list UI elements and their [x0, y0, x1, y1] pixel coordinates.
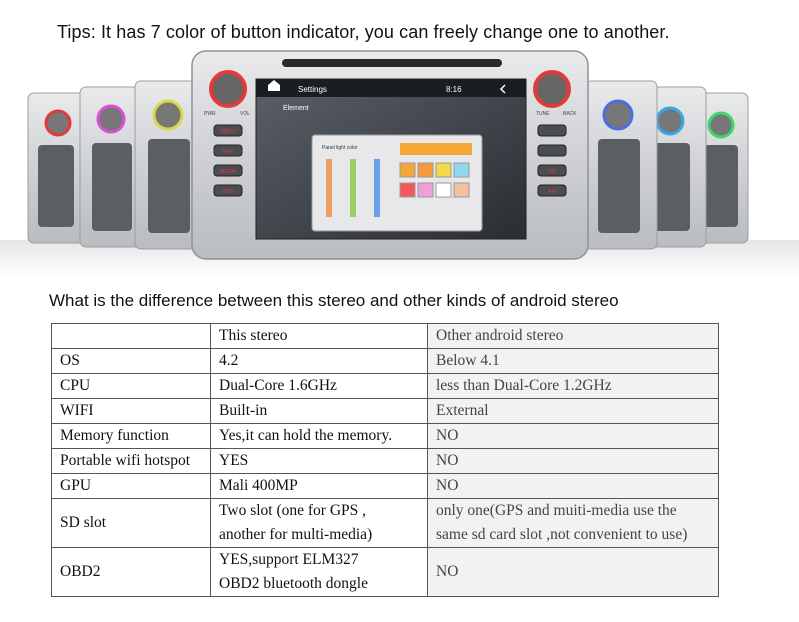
other-stereo-cell — [428, 474, 719, 499]
this-stereo-cell — [211, 349, 428, 374]
main-stereo-unit — [192, 51, 588, 259]
other-stereo-cell — [428, 349, 719, 374]
table-header-row — [52, 324, 719, 349]
color-swatch — [400, 183, 415, 197]
this-stereo-cell-line: 4.2 — [219, 352, 239, 369]
this-stereo-cell-line: Two slot (one for GPS , — [219, 502, 367, 519]
other-stereo-cell-line: same sd card slot ,not convenient to use) — [436, 526, 688, 543]
stereo-button-label: MEDIA — [220, 169, 236, 175]
header-feature — [52, 324, 211, 349]
selected-color — [400, 143, 472, 155]
slider-red — [326, 159, 332, 217]
this-stereo-cell — [211, 474, 428, 499]
screen-title: Settings — [298, 85, 327, 94]
screen-time: 8:16 — [446, 85, 462, 94]
color-swatch — [400, 163, 415, 177]
color-swatch — [454, 183, 469, 197]
stereo-button — [538, 125, 566, 136]
volume-knob — [211, 72, 245, 106]
other-stereo-cell-line: less than Dual-Core 1.2GHz — [436, 377, 612, 394]
stereo-button-label: NAVI — [222, 149, 234, 155]
this-stereo-cell-line: Dual-Core 1.6GHz — [219, 377, 337, 394]
this-stereo-cell-line: Yes,it can hold the memory. — [219, 427, 393, 444]
this-stereo-cell — [211, 548, 428, 597]
this-stereo-cell — [211, 374, 428, 399]
this-stereo-cell — [211, 399, 428, 424]
vol-label: VOL — [240, 111, 251, 117]
tips-text: Tips: It has 7 color of button indicator, you can freely change one to another. — [57, 22, 670, 42]
this-stereo-cell-line: YES — [219, 452, 249, 469]
table-row — [52, 548, 719, 597]
table-row — [52, 424, 719, 449]
header-this-stereo: This stereo — [211, 324, 428, 349]
other-stereo-cell-line: Below 4.1 — [436, 352, 500, 369]
table-row — [52, 449, 719, 474]
other-stereo-cell — [428, 449, 719, 474]
this-stereo-cell — [211, 449, 428, 474]
stereo-product-image — [0, 45, 799, 277]
tune-knob — [535, 72, 569, 106]
color-swatch — [436, 163, 451, 177]
header-other-stereo: Other android stereo — [428, 324, 719, 349]
table-row — [52, 349, 719, 374]
stereo-button-label: FM — [548, 169, 556, 175]
back-label: BACK — [563, 111, 577, 117]
table-row — [52, 499, 719, 548]
feature-cell: OBD2 — [52, 548, 211, 597]
tune-label: TUNE — [536, 111, 550, 117]
this-stereo-cell-line: OBD2 bluetooth dongle — [219, 575, 368, 592]
table-row — [52, 474, 719, 499]
feature-cell: WIFI — [52, 399, 211, 424]
comparison-subtitle: What is the difference between this stereo and other kinds of android stereo — [49, 291, 619, 310]
other-stereo-cell-line: NO — [436, 452, 459, 469]
breadcrumb: Element — [283, 105, 309, 112]
stereo-button — [538, 145, 566, 156]
disc-slot — [282, 59, 502, 67]
this-stereo-cell-line: Mali 400MP — [219, 477, 298, 494]
feature-cell: OS — [52, 349, 211, 374]
color-swatch — [418, 183, 433, 197]
stereo-button-label: AM — [548, 189, 556, 195]
feature-cell: Portable wifi hotspot — [52, 449, 211, 474]
comparison-table — [51, 323, 719, 597]
side-unit-right-1 — [585, 81, 657, 249]
other-stereo-cell — [428, 374, 719, 399]
other-stereo-cell-line: External — [436, 402, 489, 419]
feature-cell: Memory function — [52, 424, 211, 449]
this-stereo-cell — [211, 424, 428, 449]
other-stereo-cell-line: only one(GPS and muiti-media use the — [436, 502, 677, 519]
this-stereo-cell-line: another for multi-media) — [219, 526, 373, 543]
stereo-button-label: DVD — [222, 189, 234, 195]
other-stereo-cell — [428, 424, 719, 449]
panel-light-label: Panel light color — [322, 145, 358, 151]
color-swatch — [418, 163, 433, 177]
slider-green — [350, 159, 356, 217]
feature-cell: GPU — [52, 474, 211, 499]
this-stereo-cell-line: Built-in — [219, 402, 268, 419]
this-stereo-cell — [211, 499, 428, 548]
color-swatch — [454, 163, 469, 177]
other-stereo-cell-line: NO — [436, 427, 459, 444]
color-swatch — [436, 183, 451, 197]
table-row — [52, 399, 719, 424]
other-stereo-cell — [428, 399, 719, 424]
this-stereo-cell-line: YES,support ELM327 — [219, 551, 359, 568]
other-stereo-cell-line: NO — [436, 563, 459, 580]
other-stereo-cell — [428, 548, 719, 597]
table-row — [52, 374, 719, 399]
other-stereo-cell-line: NO — [436, 477, 459, 494]
other-stereo-cell — [428, 499, 719, 548]
feature-cell: SD slot — [52, 499, 211, 548]
stereo-button-label: MENU — [220, 129, 236, 135]
feature-cell: CPU — [52, 374, 211, 399]
slider-blue — [374, 159, 380, 217]
pwr-label: PWR — [204, 111, 216, 117]
